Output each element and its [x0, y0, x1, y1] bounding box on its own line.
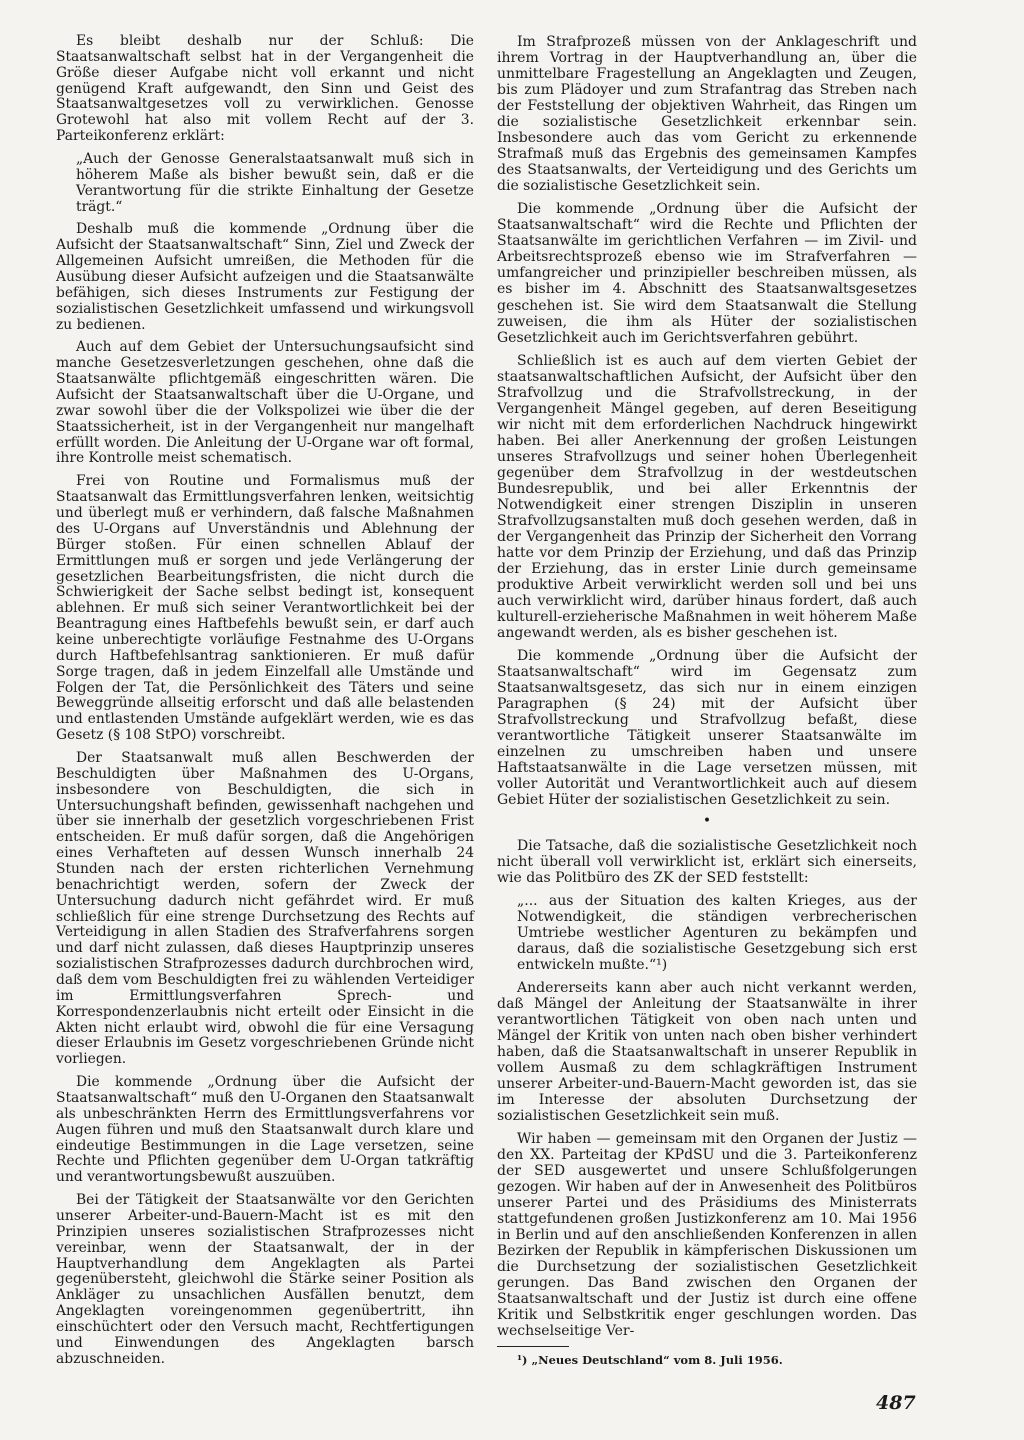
paragraph: Auch auf dem Gebiet der Untersuchungsaufsicht sind manche Gesetzesverletzungen geschehen, ohne daß die Staatsanwälte pflichtgemäß eingeschritten wären. Die Aufsicht der Staatsanwaltschaft über die U-Organe, und zwar sowohl über die der Volkspolizei wie über die der Staatssicherheit, ist in der Vergangenheit nur mangelhaft erfüllt worden. Die Anleitung der U-Organe war oft formal, ihre Kontrolle meist schematisch.	[56, 339, 474, 467]
paragraph: Die Tatsache, daß die sozialistische Gesetzlichkeit noch nicht überall voll verwirklicht ist, erklärt sich einerseits, wie das Politbüro des ZK der SED feststellt:	[497, 837, 917, 886]
paragraph: Schließlich ist es auch auf dem vierten Gebiet der staatsanwaltschaftlichen Aufsicht, der Aufsicht über den Strafvollzug und die Strafvollstreckung, in der Vergangenheit Mängel gegeben, auf deren Beseitigung wir nicht mit dem erforderlichen Nachdruck hingewirkt haben. Bei aller Anerkennung der großen Leistungen unseres Strafvollzugs und seiner hohen Überlegenheit gegenüber dem Strafvollzug in der westdeutschen Bundesrepublik, und bei aller Erkenntnis der Notwendigkeit einer strengen Disziplin in unseren Strafvollzugsanstalten muß doch gesehen werden, daß in der Vergangenheit das Prinzip der Sicherheit den Vorrang hatte vor dem Prinzip der Erziehung, und daß das Prinzip der Erziehung, das in erster Linie durch gemeinsame produktive Arbeit verwirklicht werden soll und bei uns auch verwirklicht wird, darüber hinaus fordert, daß auch kulturell-erzieherische Maßnahmen in weit höherem Maße angewandt werden, als es bisher geschehen ist.	[497, 352, 917, 642]
paragraph: Frei von Routine und Formalismus muß der Staatsanwalt das Ermittlungsverfahren lenken, weitsichtig und überlegt muß er verhindern, daß falsche Maßnahmen des U-Organs auf Unverständnis und Ablehnung der Bürger stoßen. Für einen schnellen Ablauf der Ermittlungen muß er sorgen und jede Verlängerung der gesetzlichen Bearbeitungsfristen, die nicht durch die Schwierigkeit der Sache selbst bedingt ist, konsequent ablehnen. Er muß sich seiner Verantwortlichkeit bei der Beantragung eines Haftbefehls bewußt sein, er darf auch keine unberechtigte vorläufige Festnahme des U-Organs durch Haftbefehlsantrag sanktionieren. Er muß dafür Sorge tragen, daß in jedem Einzelfall alle Umstände und Folgen der Tat, die Persönlichkeit des Täters und seine Beweggründe allseitig erforscht und daß alle belastenden und entlastenden Umstände aufgeklärt werden, wie es das Gesetz (§ 108 StPO) vorschreibt.	[56, 473, 474, 744]
block-quote: „Auch der Genosse Generalstaatsanwalt muß sich in höherem Maße als bisher bewußt sein, daß er die Verantwortung für die strikte Einhaltung der Gesetze trägt.“	[76, 151, 474, 215]
paragraph: Es bleibt deshalb nur der Schluß: Die Staatsanwaltschaft selbst hat in der Vergangenheit die Größe dieser Aufgabe nicht voll erkannt und nicht genügend Kraft aufgewandt, den Sinn und Geist des Staatsanwaltgesetzes voll zu verwirklichen. Genosse Grotewohl hat also mit vollem Recht auf der 3. Parteikonferenz erklärt:	[56, 33, 474, 145]
paragraph: Andererseits kann aber auch nicht verkannt werden, daß Mängel der Anleitung der Staatsanwälte in ihrer verantwortlichen Tätigkeit von oben nach unten und Mängel der Kritik von unten nach oben bisher verhindert haben, daß die Staatsanwaltschaft in unserer Republik in vollem Ausmaß zu dem schlagkräftigen Instrument unserer Arbeiter-und-Bauern-Macht geworden ist, das sie im Interesse der absoluten Durchsetzung der sozialistischen Gesetzlichkeit sein muß.	[497, 979, 917, 1124]
paragraph: Bei der Tätigkeit der Staatsanwälte vor den Gerichten unserer Arbeiter-und-Bauern-Macht ist es mit den Prinzipien unseres sozialistischen Strafprozesses nicht vereinbar, wenn der Staatsanwalt, der in der Hauptverhandlung dem Angeklagten als Partei gegenübersteht, gleichwohl die Stärke seiner Position als Ankläger zu unsachlichen Ausfällen benutzt, dem Angeklagten voreingenommen gegenübertritt, ihn einschüchtert oder den Versuch macht, Rechtfertigungen und Einwendungen des Angeklagten barsch abzuschneiden.	[56, 1192, 474, 1367]
page-number: 487	[876, 1392, 916, 1414]
paragraph: Die kommende „Ordnung über die Aufsicht der Staatsanwaltschaft“ wird im Gegensatz zum Staatsanwaltsgesetz, das sich nur in einem einzigen Paragraphen (§ 24) mit der Aufsicht über Strafvollstreckung und Strafvollzug befaßt, diese verantwortliche Tätigkeit unserer Staatsanwälte im einzelnen zu umschreiben haben und unsere Haftstaatsanwälte in die Lage versetzen müssen, mit voller Autorität und Verantwortlichkeit auch auf diesem Gebiet Hüter der sozialistischen Gesetzlichkeit zu sein.	[497, 648, 917, 809]
paragraph: Der Staatsanwalt muß allen Beschwerden der Beschuldigten über Maßnahmen des U-Organs, insbesondere von Beschuldigten, die sich in Untersuchungshaft befinden, gewissenhaft nachgehen und über sie innerhalb der gesetzlich vorgeschriebenen Frist entscheiden. Er muß dafür sorgen, daß die Angehörigen eines Verhafteten auf dessen Wunsch innerhalb 24 Stunden nach der ersten richterlichen Vernehmung benachrichtigt werden, sofern der Zweck der Untersuchung dadurch nicht gefährdet wird. Er muß schließlich für eine strenge Durchsetzung des Rechts auf Verteidigung in allen Stadien des Strafverfahrens sorgen und darf nicht zulassen, daß dieses Hauptprinzip unseres sozialistischen Strafprozesses dadurch durchbrochen wird, daß dem vom Beschuldigten frei zu wählenden Verteidiger im Ermittlungsverfahren Sprech- und Korrespondenzerlaubnis nicht erteilt oder Einsicht in die Akten nicht erlaubt wird, obwohl die für eine Versagung dieser Erlaubnis im Gesetz vorgeschriebenen Gründe nicht vorliegen.	[56, 749, 474, 1068]
right-column	[497, 34, 917, 1374]
block-quote: „... aus der Situation des kalten Krieges, aus der Notwendigkeit, die ständigen verbrecherischen Umtriebe westlicher Agenturen zu bekämpfen und daraus, daß die sozialistische Gesetzgebung sich erst entwickeln mußte.“¹)	[517, 892, 917, 973]
left-column	[56, 34, 474, 1375]
section-separator: •	[702, 813, 712, 830]
paragraph: Die kommende „Ordnung über die Aufsicht der Staatsanwaltschaft“ muß den U-Organen den Staatsanwalt als unbeschränkten Herrn des Ermittlungsverfahrens vor Augen führen und muß den Staatsanwalt durch klare und eindeutige Bestimmungen in die Lage versetzen, seine Rechte und Pflichten gegenüber dem U-Organ tatkräftig und verantwortungsbewußt auszuüben.	[56, 1074, 474, 1186]
paragraph: Die kommende „Ordnung über die Aufsicht der Staatsanwaltschaft“ wird die Rechte und Pflichten der Staatsanwälte im gerichtlichen Verfahren — im Zivil- und Arbeitsrechtsprozeß ebenso wie im Strafverfahren — umfangreicher und prinzipieller beschreiben müssen, als es bisher im 4. Abschnitt des Staatsanwaltsgesetzes geschehen ist. Sie wird dem Staatsanwalt die Stellung zuweisen, die ihm als Hüter der sozialistischen Gesetzlichkeit auch im Gerichtsverfahren gebührt.	[497, 201, 917, 346]
paragraph: Deshalb muß die kommende „Ordnung über die Aufsicht der Staatsanwaltschaft“ Sinn, Ziel und Zweck der Allgemeinen Aufsicht umreißen, die Methoden für die Ausübung dieser Aufsicht aufzeigen und die Staatsanwälte befähigen, sich dieses Instruments zur Festigung der sozialistischen Gesetzlichkeit umfassend und wirkungsvoll zu bedienen.	[56, 221, 474, 333]
footnote: ¹) „Neues Deutschland“ vom 8. Juli 1956.	[517, 1353, 783, 1368]
paragraph: Im Strafprozeß müssen von der Anklageschrift und ihrem Vortrag in der Hauptverhandlung an, über die unmittelbare Fragestellung an Angeklagten und Zeugen, bis zum Plädoyer und zum Strafantrag das Streben nach der Feststellung der objektiven Wahrheit, das Ringen um die sozialistische Gesetzlichkeit erkennbar sein. Insbesondere auch das vom Gericht zu erkennende Strafmaß muß das Ergebnis des gemeinsamen Kampfes des Staatsanwalts, der Verteidigung und des Gerichts um die sozialistische Gesetzlichkeit sein.	[497, 34, 917, 195]
footnote-rule	[497, 1346, 569, 1347]
paragraph: Wir haben — gemeinsam mit den Organen der Justiz — den XX. Parteitag der KPdSU und die 3. Parteikonferenz der SED ausgewertet und unsere Schlußfolgerungen gezogen. Wir haben auf der in Anwesenheit des Politbüros unserer Partei und des Präsidiums des Ministerrats stattgefundenen großen Justizkonferenz am 10. Mai 1956 in Berlin und auf den anschließenden Konferenzen in allen Bezirken der Republik in kämpferischen Diskussionen um die Durchsetzung der sozialistischen Gesetzlichkeit gerungen. Das Band zwischen den Organen der Staatsanwaltschaft und der Justiz ist durch eine offene Kritik und Selbstkritik enger geschlungen worden. Das wechselseitige Ver-	[497, 1131, 917, 1340]
